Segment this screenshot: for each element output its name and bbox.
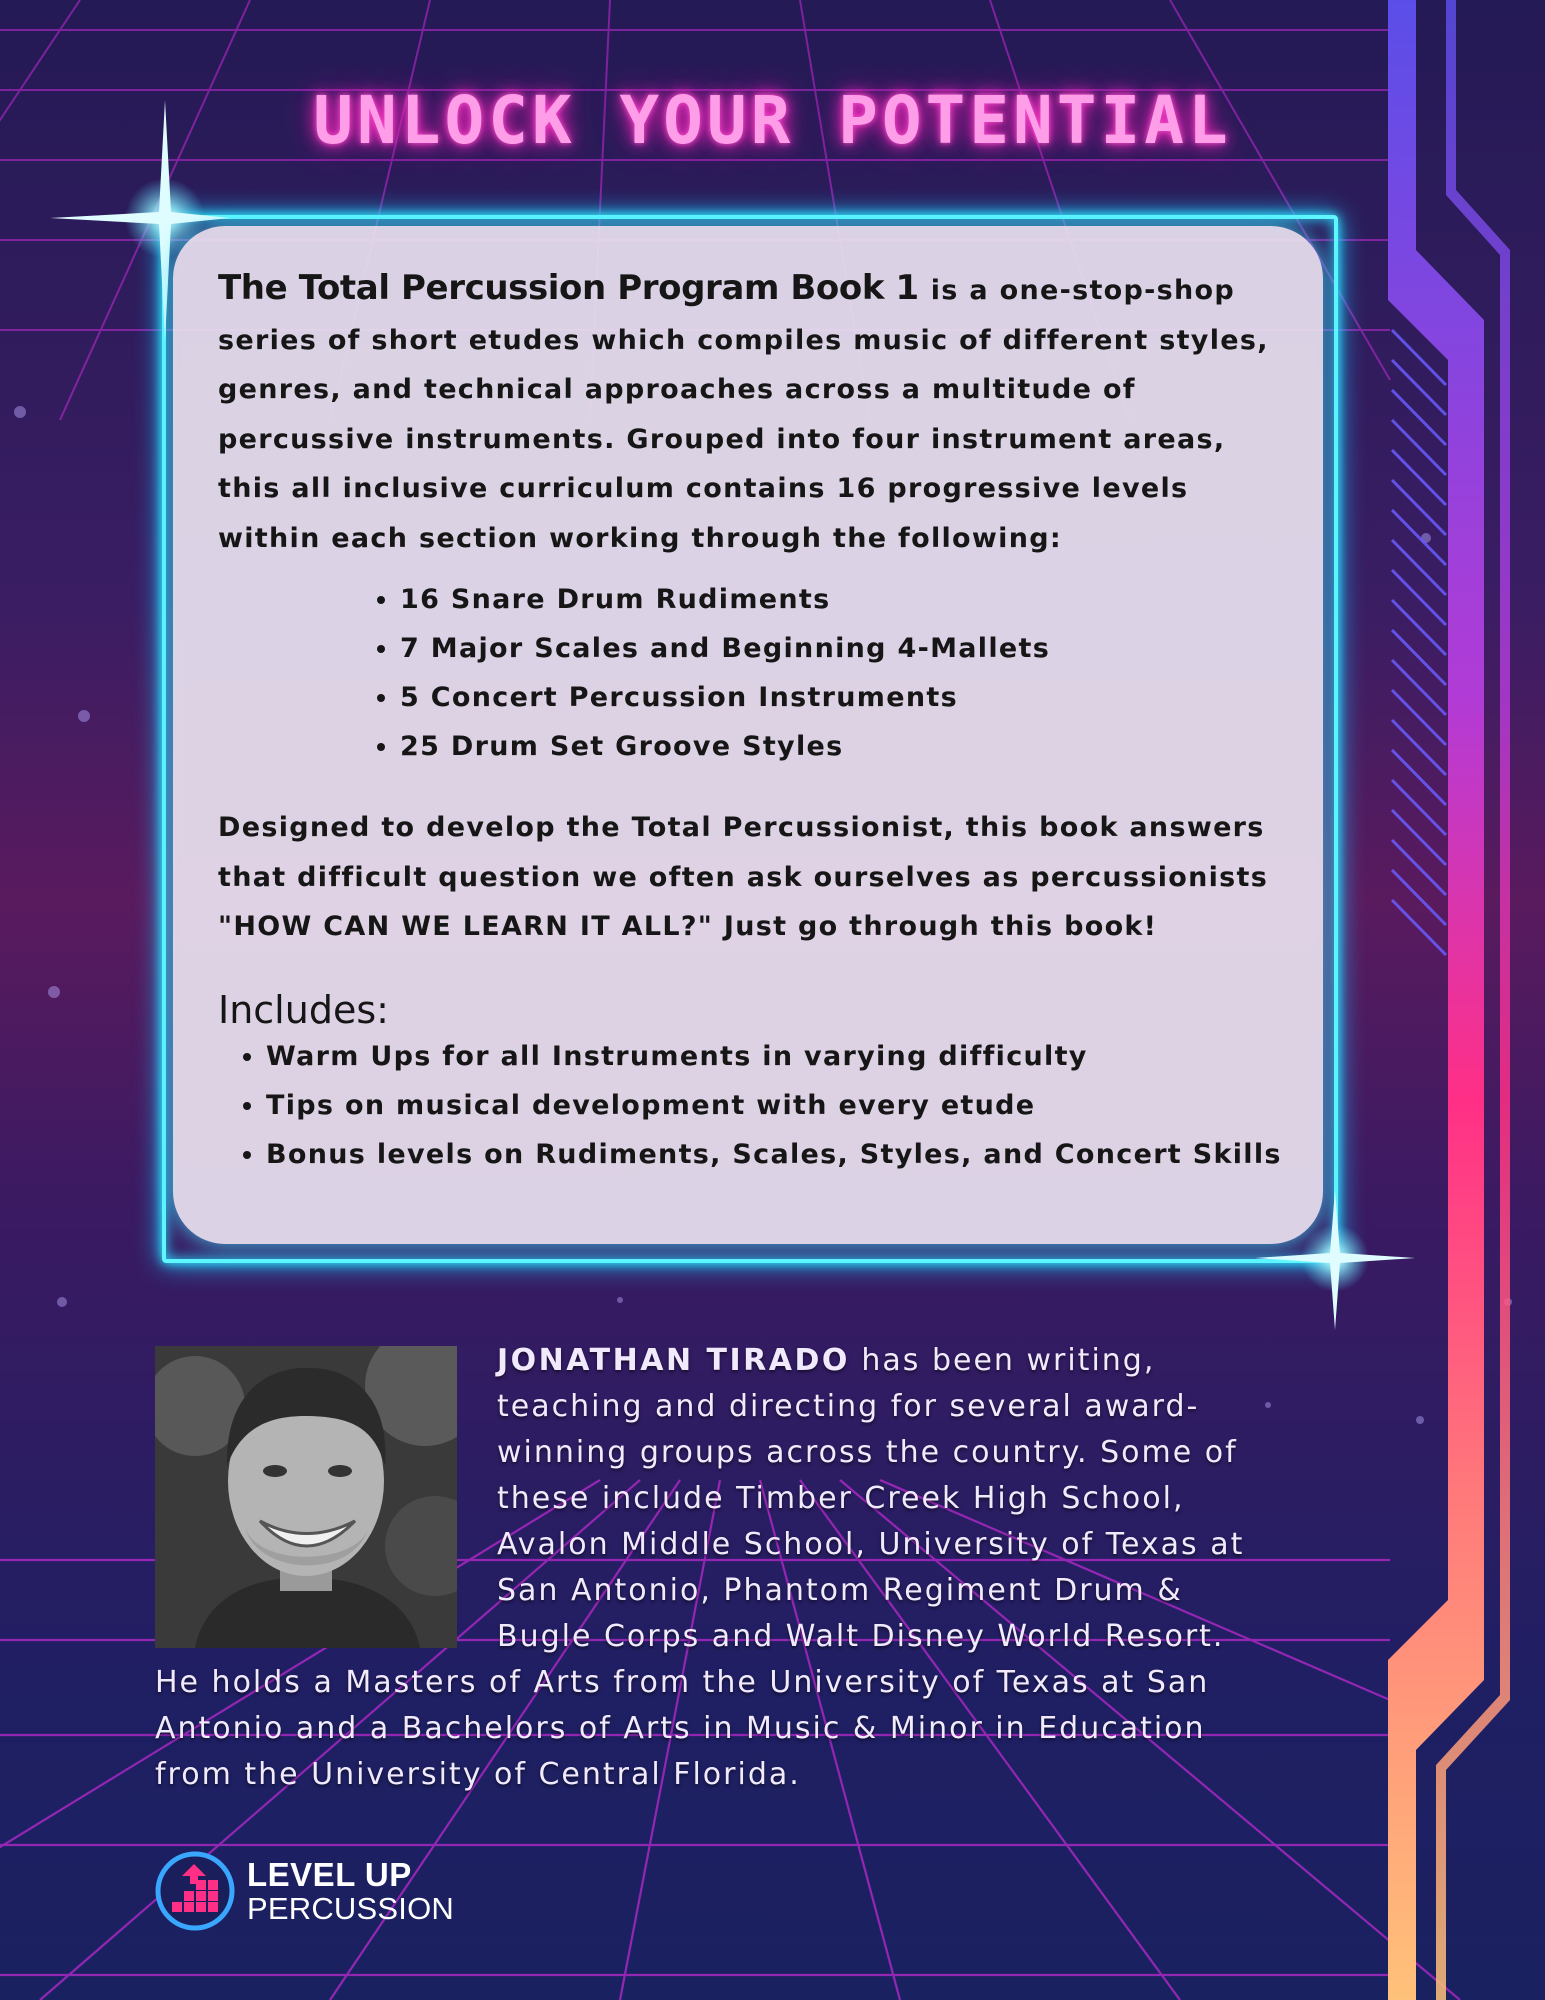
- list-item: • 25 Drum Set Groove Styles: [400, 722, 1293, 771]
- list-item: • 16 Snare Drum Rudiments: [400, 575, 1293, 624]
- list-item: • Warm Ups for all Instruments in varying difficulty: [266, 1032, 1293, 1081]
- level-up-percussion-logo: [154, 1850, 454, 1932]
- list-item: • 7 Major Scales and Beginning 4-Mallets: [400, 624, 1293, 673]
- description-paragraph: Designed to develop the Total Percussionist, this book answers that difficult question we often ask ourselves as percussionists "HOW CAN WE LEARN IT ALL?" Just go through this book!: [218, 812, 1269, 942]
- page-headline: UNLOCK YOUR POTENTIAL: [313, 82, 1232, 159]
- book-title: The Total Percussion Program Book 1: [218, 268, 919, 308]
- intro-paragraph: [218, 264, 1293, 563]
- author-bio: [155, 1338, 1265, 1798]
- info-card: [173, 226, 1323, 1244]
- photo-spacer: [155, 1338, 497, 1640]
- level-up-logo-icon: [154, 1850, 236, 1932]
- logo-text-line1: LEVEL UP: [247, 1856, 412, 1893]
- bio-text: has been writing, teaching and directing for several award-winning groups across the country. Some of these include Timber Creek High School, Avalon Middle School, University of Texas at San Antonio, Phantom Regiment Drum & Bugle Corps and Walt Disney World Resort. He holds a Masters of Arts from the University of Texas at San Antonio and a Bachelors of Arts in Music & Minor in Education from the University of Central Florida.: [155, 1343, 1245, 1792]
- includes-list: [218, 1032, 1293, 1179]
- includes-heading: Includes:: [218, 987, 389, 1032]
- skills-list: [218, 575, 1293, 771]
- card-content: [218, 264, 1293, 1179]
- intro-text: is a one-stop-shop series of short etudes which compiles music of different styles, genres, and technical approaches across a multitude of percussive instruments. Grouped into four instrument areas, this all inclusive curriculum contains 16 progressive levels within each section working through the following:: [218, 275, 1269, 554]
- author-name: JONATHAN TIRADO: [497, 1343, 850, 1378]
- list-item: • Tips on musical development with every etude: [266, 1081, 1293, 1130]
- logo-text-line2: PERCUSSION: [247, 1891, 454, 1926]
- list-item: • 5 Concert Percussion Instruments: [400, 673, 1293, 722]
- list-item: • Bonus levels on Rudiments, Scales, Styles, and Concert Skills: [266, 1130, 1293, 1179]
